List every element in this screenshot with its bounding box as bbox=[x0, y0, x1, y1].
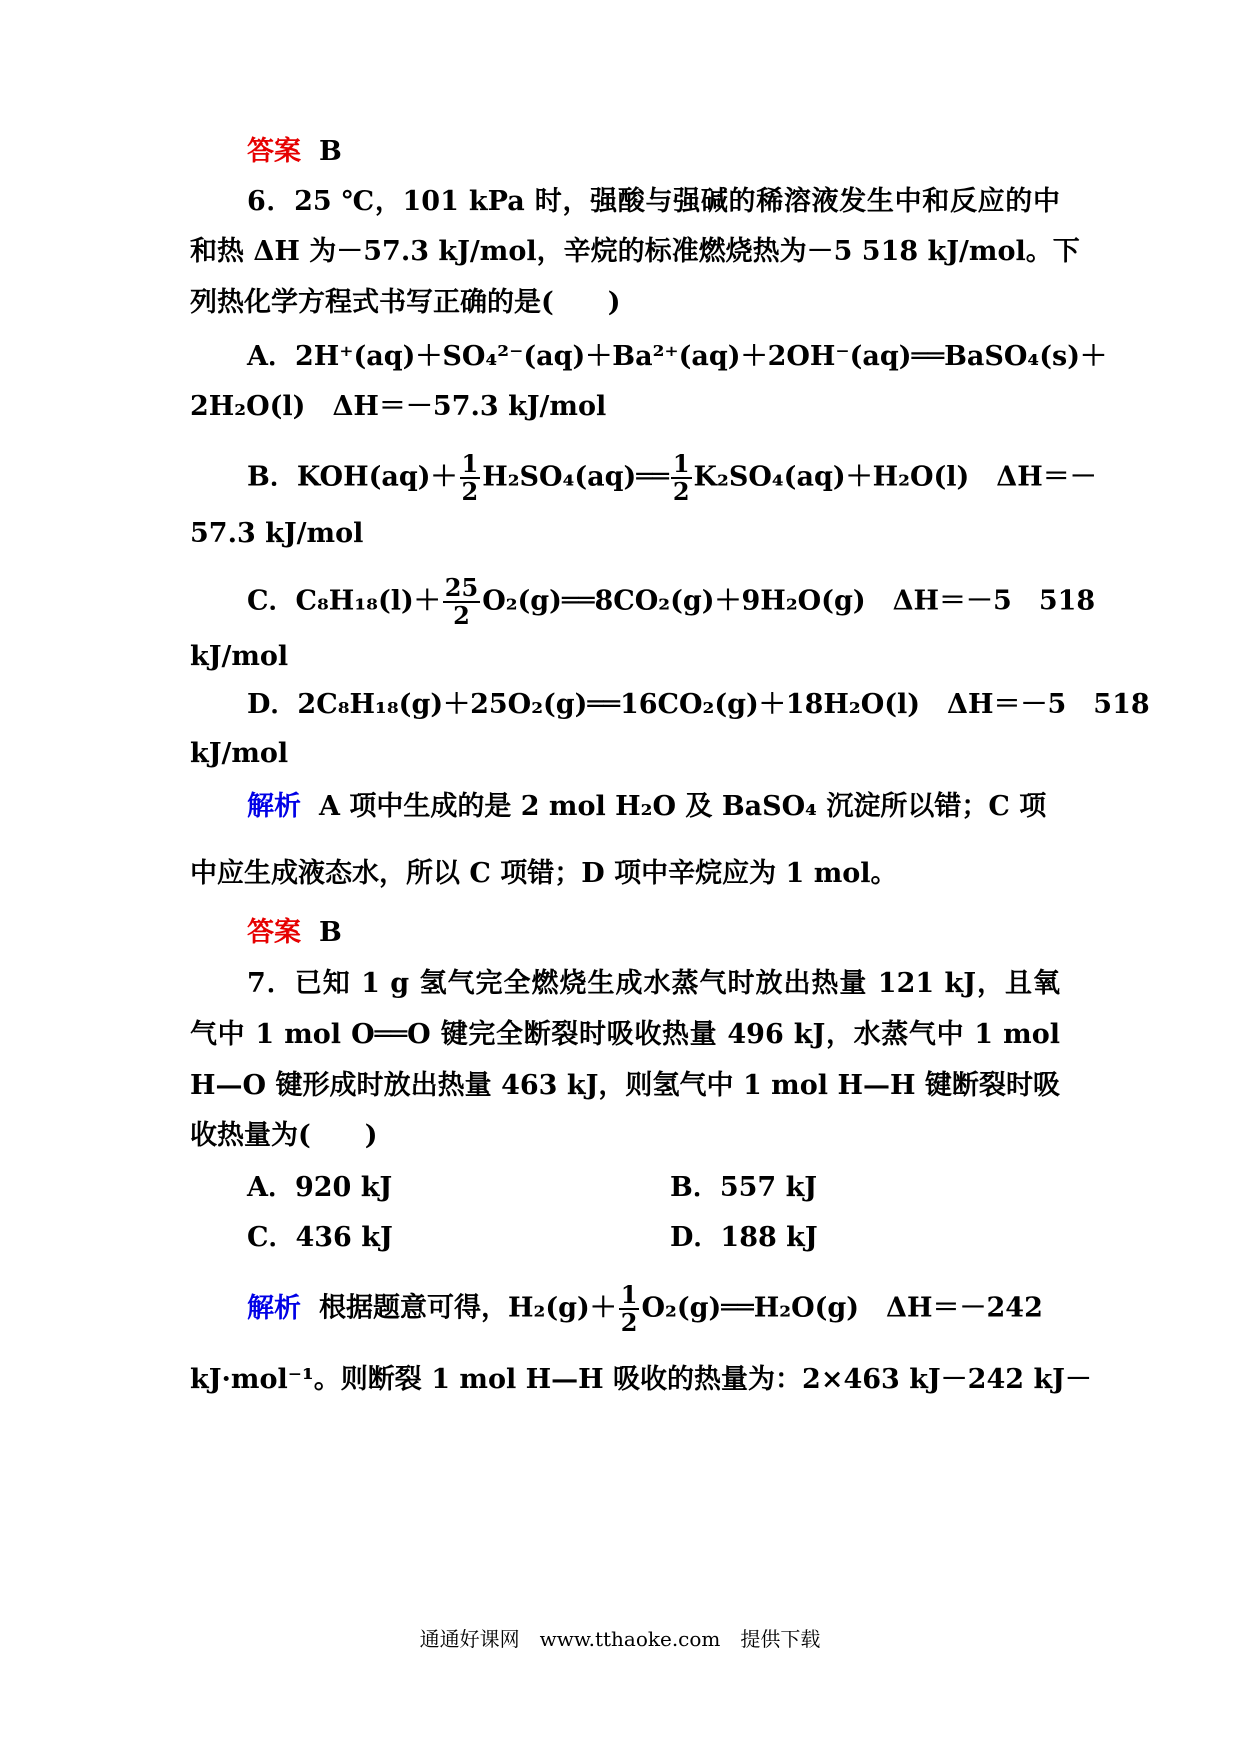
question-6-line-1: 6．25 ℃，101 kPa 时，强酸与强碱的稀溶液发生中和反应的中 bbox=[247, 186, 1060, 217]
fraction-half bbox=[460, 449, 481, 506]
question-7-line-1: 7．已知 1 g 氢气完全燃烧生成水蒸气时放出热量 121 kJ，且氧 bbox=[247, 968, 1060, 999]
option-b-line-1 bbox=[247, 449, 1097, 506]
option-c-line-2: kJ/mol bbox=[190, 641, 289, 672]
answer-tag: 答案 bbox=[247, 917, 301, 948]
question-7-line-2: 气中 1 mol O══O 键完全断裂时吸收热量 496 kJ，水蒸气中 1 mol bbox=[190, 1019, 1060, 1050]
option-b: B．557 kJ bbox=[670, 1172, 818, 1203]
analysis-text: A 项中生成的是 2 mol H₂O 及 BaSO₄ 沉淀所以错；C 项 bbox=[319, 791, 1047, 822]
analysis-part-1: 根据题意可得，H₂(g)＋ bbox=[319, 1292, 617, 1324]
fraction-numerator: 1 bbox=[620, 1280, 638, 1309]
analysis-part-2: O₂(g)══H₂O(g) ΔH＝－242 bbox=[641, 1292, 1043, 1324]
option-b-part-2: H₂SO₄(aq)══ bbox=[482, 461, 669, 493]
option-d-line-1: D．2C₈H₁₈(g)＋25O₂(g)══16CO₂(g)＋18H₂O(l) ΔH＝－5 518 bbox=[247, 689, 1150, 720]
option-b-part-3: K₂SO₄(aq)＋H₂O(l) ΔH＝－ bbox=[693, 461, 1097, 493]
option-b-line-2: 57.3 kJ/mol bbox=[190, 518, 364, 549]
option-c-line-1 bbox=[247, 573, 1096, 630]
page-footer: 通通好课网 www.tthaoke.com 提供下载 bbox=[419, 1627, 821, 1651]
fraction-denominator: 2 bbox=[461, 477, 479, 506]
fraction-numerator: 1 bbox=[672, 449, 690, 478]
analysis-line-1 bbox=[247, 787, 1060, 827]
answer-line-q5 bbox=[247, 132, 1060, 172]
option-a: A．920 kJ bbox=[247, 1172, 393, 1203]
answer-line-q6 bbox=[247, 913, 1060, 953]
fraction-denominator: 2 bbox=[620, 1308, 638, 1337]
fraction-half bbox=[671, 449, 692, 506]
fraction-numerator: 25 bbox=[444, 573, 479, 602]
option-b-part-1: B．KOH(aq)＋ bbox=[247, 461, 458, 493]
answer-tag: 答案 bbox=[247, 136, 301, 167]
option-c-part-2: O₂(g)══8CO₂(g)＋9H₂O(g) ΔH＝－5 518 bbox=[482, 585, 1096, 617]
analysis-7-line-1 bbox=[247, 1280, 1060, 1337]
fraction-25-over-2 bbox=[443, 573, 480, 630]
fraction-numerator: 1 bbox=[461, 449, 479, 478]
question-6-line-3: 列热化学方程式书写正确的是( ) bbox=[190, 287, 621, 318]
question-7-line-4: 收热量为( ) bbox=[190, 1120, 378, 1151]
analysis-line-2: 中应生成液态水，所以 C 项错；D 项中辛烷应为 1 mol。 bbox=[190, 858, 898, 889]
option-d: D．188 kJ bbox=[670, 1222, 818, 1253]
analysis-tag: 解析 bbox=[247, 791, 301, 822]
analysis-7-line-2: kJ·mol⁻¹。则断裂 1 mol H—H 吸收的热量为：2×463 kJ－242 kJ－ bbox=[190, 1364, 1092, 1395]
option-c: C．436 kJ bbox=[247, 1222, 393, 1253]
option-c-part-1: C．C₈H₁₈(l)＋ bbox=[247, 585, 441, 617]
option-a-line-1: A．2H⁺(aq)＋SO₄²⁻(aq)＋Ba²⁺(aq)＋2OH⁻(aq)══BaSO₄(s)＋ bbox=[247, 341, 1107, 372]
fraction-denominator: 2 bbox=[672, 477, 690, 506]
fraction-half bbox=[619, 1280, 640, 1337]
question-6-line-2: 和热 ΔH 为－57.3 kJ/mol，辛烷的标准燃烧热为－5 518 kJ/mol。下 bbox=[190, 236, 1080, 267]
answer-value: B bbox=[319, 136, 342, 167]
analysis-tag: 解析 bbox=[247, 1292, 301, 1324]
question-7-line-3: H—O 键形成时放出热量 463 kJ，则氢气中 1 mol H—H 键断裂时吸 bbox=[190, 1070, 1060, 1101]
option-d-line-2: kJ/mol bbox=[190, 738, 289, 769]
option-a-line-2: 2H₂O(l) ΔH＝－57.3 kJ/mol bbox=[190, 391, 607, 422]
fraction-denominator: 2 bbox=[453, 601, 470, 630]
answer-value: B bbox=[319, 917, 342, 948]
